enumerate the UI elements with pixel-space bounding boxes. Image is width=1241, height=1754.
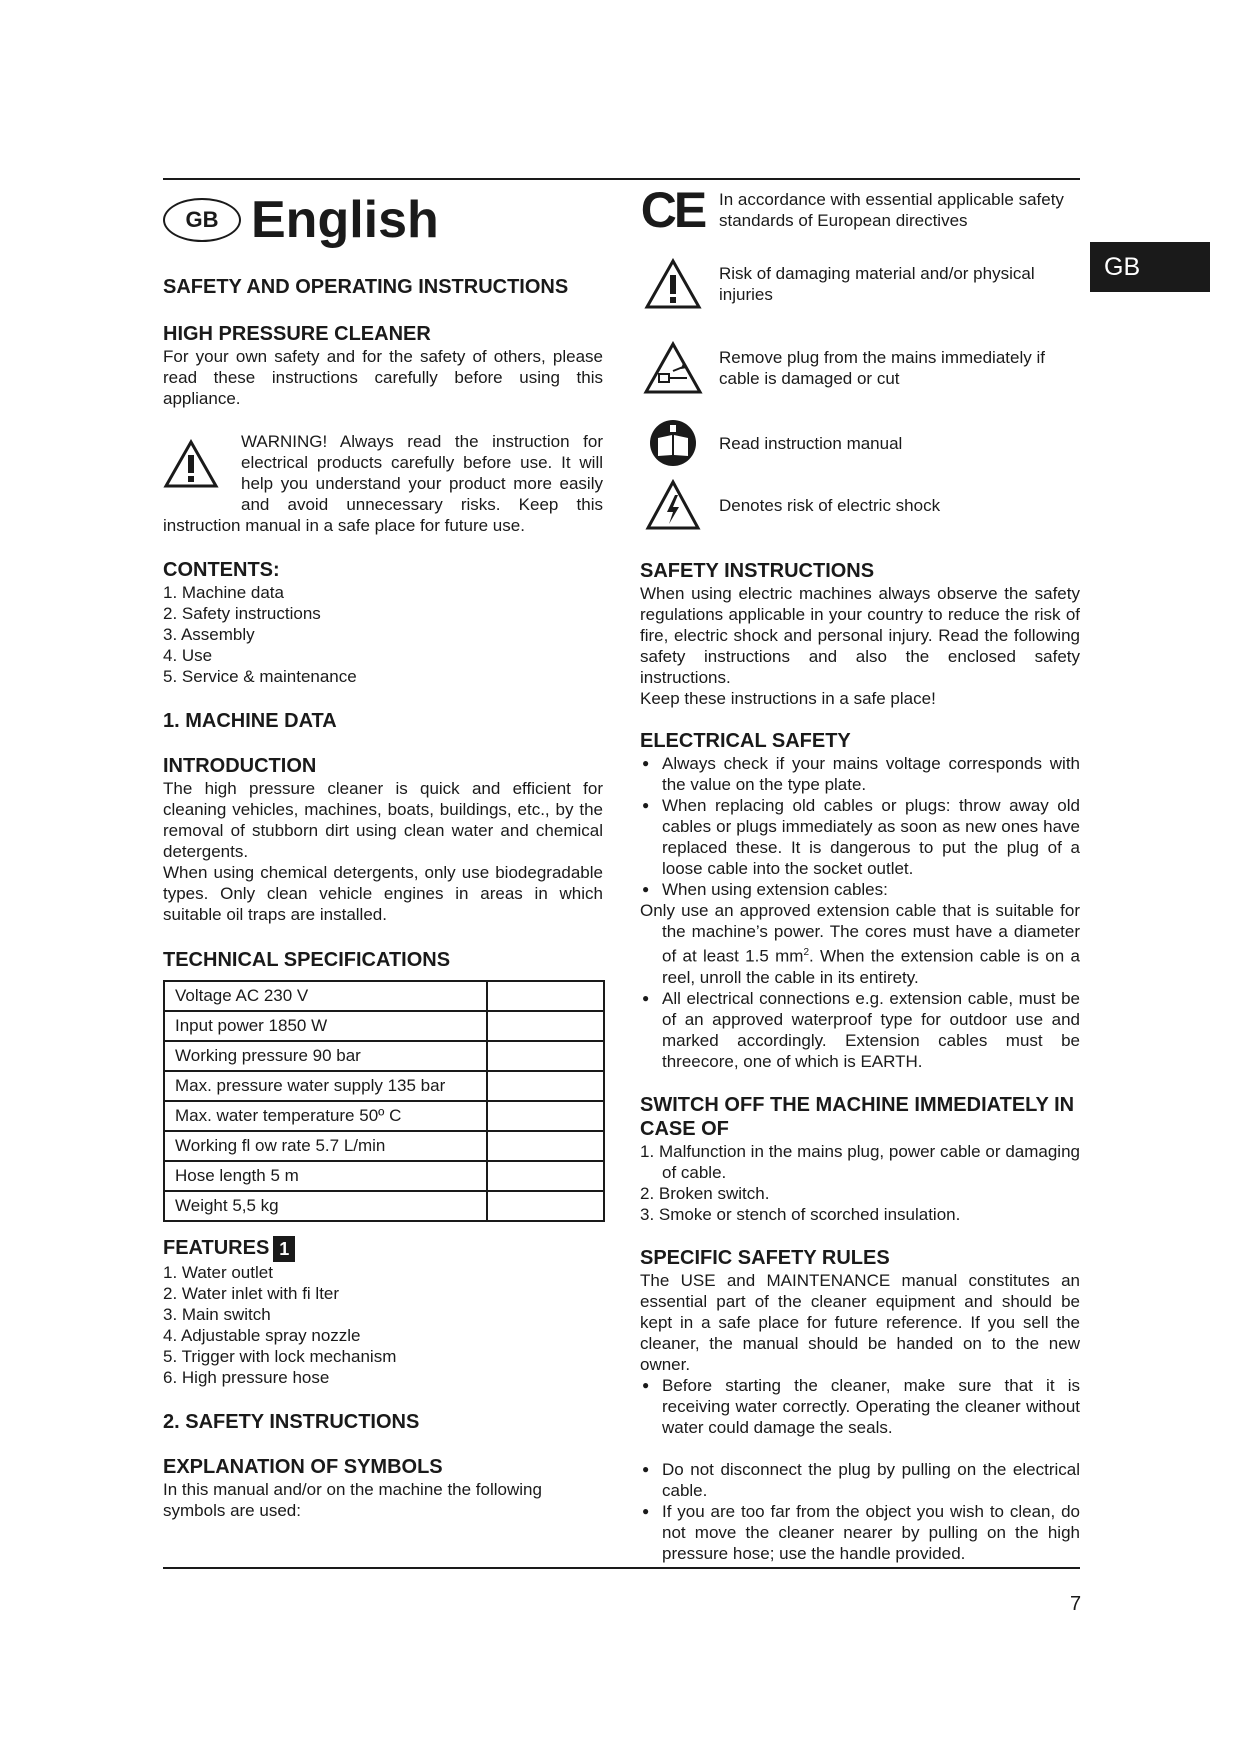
electrical-bullets — [640, 753, 1080, 900]
language-header — [163, 185, 603, 255]
list-item: 4. Use — [163, 646, 213, 665]
table-row — [164, 1131, 604, 1161]
features-heading — [163, 1236, 603, 1262]
explanation-symbols-heading: EXPLANATION OF SYMBOLS — [163, 1456, 443, 1478]
top-rule — [163, 178, 1080, 180]
tech-spec-heading: TECHNICAL SPECIFICATIONS — [163, 949, 451, 971]
contents-list — [163, 582, 603, 687]
figure-number-badge: 1 — [273, 1236, 295, 1262]
shock-symbol-row — [640, 477, 1080, 533]
spec-value-cell — [487, 1011, 604, 1041]
spec-value-cell — [487, 1161, 604, 1191]
intro-paragraph: For your own safety and for the safety of others, please read these instructions carefully before using this appliance. — [163, 347, 603, 408]
list-item: ● Before starting the cleaner, make sure that it is receiving water correctly. Operating the cleaner without water could damage the seals. — [640, 1375, 1080, 1438]
risk-text: Risk of damaging material and/or physical injuries — [719, 264, 1035, 304]
list-item: ● Always check if your mains voltage corresponds with the value on the type plate. — [640, 753, 1080, 795]
right-column — [640, 182, 1080, 1564]
plug-text: Remove plug from the mains immediately if cable is damaged or cut — [719, 348, 1045, 388]
contents-heading: CONTENTS: — [163, 559, 280, 581]
electrical-safety-heading: ELECTRICAL SAFETY — [640, 730, 851, 752]
spec-value-cell — [487, 1101, 604, 1131]
safety-operating-heading: SAFETY AND OPERATING INSTRUCTIONS — [163, 276, 569, 298]
machine-data-heading: 1. MACHINE DATA — [163, 710, 337, 732]
high-pressure-cleaner-heading: HIGH PRESSURE CLEANER — [163, 323, 431, 345]
page-number: 7 — [1070, 1593, 1082, 1615]
list-item: 3. Main switch — [163, 1305, 271, 1324]
table-row — [164, 1071, 604, 1101]
gb-oval-badge: GB — [163, 198, 241, 242]
list-item: 2. Water inlet with fi lter — [163, 1284, 340, 1303]
introduction-paragraph-2: When using chemical detergents, only use biodegradable types. Only clean vehicle engines in areas in which suitable oil traps are installed. — [163, 863, 603, 924]
table-row — [164, 1191, 604, 1221]
spec-cell: Max. water temperature 50º C — [164, 1101, 487, 1131]
features-heading-text: FEATURES — [163, 1237, 270, 1259]
bottom-rule — [163, 1567, 1080, 1569]
ce-mark-icon: CE — [640, 182, 705, 238]
language-title: English — [251, 191, 439, 249]
spec-cell: Voltage AC 230 V — [164, 981, 487, 1011]
tech-spec-table — [163, 980, 605, 1222]
spec-cell: Weight 5,5 kg — [164, 1191, 487, 1221]
specific-bullets — [640, 1375, 1080, 1564]
list-item: 2. Safety instructions — [163, 604, 321, 623]
list-item: 2. Broken switch. — [640, 1183, 770, 1203]
features-list — [163, 1262, 603, 1388]
table-row — [164, 1011, 604, 1041]
list-item: 6. High pressure hose — [163, 1368, 330, 1387]
electric-shock-icon — [645, 479, 701, 531]
introduction-heading: INTRODUCTION — [163, 755, 317, 777]
manual-symbol-row — [640, 415, 1080, 471]
left-column — [163, 185, 603, 1521]
unplug-warning-icon — [643, 341, 703, 395]
list-item: ● All electrical connections e.g. extension cable, must be of an approved waterproof type for outdoor use and marked accordingly. Extension cables must be threecore, one of which is EARTH. — [640, 988, 1080, 1072]
list-item: ● If you are too far from the object you wish to clean, do not move the cleaner nearer by pulling on the high pressure hose; use the handle provided. — [640, 1501, 1080, 1564]
table-row — [164, 981, 604, 1011]
spec-value-cell — [487, 981, 604, 1011]
table-row — [164, 1101, 604, 1131]
list-item: 5. Service & maintenance — [163, 667, 357, 686]
list-item: ● Do not disconnect the plug by pulling on the electrical cable. — [640, 1459, 1080, 1501]
ce-symbol-row — [640, 182, 1080, 238]
safety-instructions-heading: SAFETY INSTRUCTIONS — [640, 560, 875, 582]
list-item: 4. Adjustable spray nozzle — [163, 1326, 361, 1345]
list-item: 1. Machine data — [163, 583, 284, 602]
safety-instructions-2-heading: 2. SAFETY INSTRUCTIONS — [163, 1411, 420, 1433]
safety-keep-note: Keep these instructions in a safe place! — [640, 689, 936, 708]
list-item: 3. Smoke or stench of scorched insulation. — [640, 1204, 961, 1224]
language-tab: GB — [1090, 242, 1210, 292]
warning-block — [163, 431, 603, 536]
manual-text: Read instruction manual — [719, 433, 903, 453]
spec-cell: Max. pressure water supply 135 bar — [164, 1071, 487, 1101]
extension-text-a: Only use an approved extension cable that is suitable for the machine’s power. The cores must have a diameter of at least 1.5 mm — [640, 901, 1080, 966]
specific-rules-heading: SPECIFIC SAFETY RULES — [640, 1246, 890, 1269]
switch-off-list — [640, 1141, 1080, 1225]
spec-value-cell — [487, 1041, 604, 1071]
list-item: ● When using extension cables: — [640, 879, 1080, 900]
switch-off-heading: SWITCH OFF THE MACHINE IMMEDIATELY IN CASE OF — [640, 1093, 1075, 1140]
list-item: ● When replacing old cables or plugs: throw away old cables or plugs immediately as soon as new ones have replaced these. It is dangerous to put the plug of a loose cable into the socket outlet. — [640, 795, 1080, 879]
introduction-paragraph-1: The high pressure cleaner is quick and efficient for cleaning vehicles, machines, boats, buildings, etc., by the removal of stubborn dirt using clean water and chemical detergents. — [163, 779, 603, 861]
spec-cell: Input power 1850 W — [164, 1011, 487, 1041]
safety-instructions-paragraph: When using electric machines always observe the safety regulations applicable in your country to reduce the risk of fire, electric shock and personal injury. Read the following safety instructions and also the enclosed safety instructions. — [640, 584, 1080, 687]
table-row — [164, 1041, 604, 1071]
superscript-2: 2 — [803, 947, 810, 958]
extension-text-b: . When the extension cable is on a reel, unroll the cable in its entirety. — [662, 946, 1080, 987]
spec-value-cell — [487, 1131, 604, 1161]
spec-cell: Working pressure 90 bar — [164, 1041, 487, 1071]
shock-text: Denotes risk of electric shock — [719, 495, 941, 515]
read-manual-icon — [648, 418, 698, 468]
electrical-bullets-2 — [640, 988, 1080, 1072]
list-item: 3. Assembly — [163, 625, 255, 644]
table-row — [164, 1161, 604, 1191]
plug-symbol-row — [640, 337, 1080, 399]
extension-cable-paragraph — [640, 900, 1080, 988]
spec-cell: Hose length 5 m — [164, 1161, 487, 1191]
spec-value-cell — [487, 1071, 604, 1101]
ce-text: In accordance with essential applicable safety standards of European directives — [719, 190, 1064, 230]
risk-symbol-row — [640, 253, 1080, 315]
spec-cell: Working fl ow rate 5.7 L/min — [164, 1131, 487, 1161]
warning-triangle-icon — [644, 258, 702, 310]
list-item: 1. Water outlet — [163, 1263, 273, 1282]
warning-text: WARNING! Always read the instruction for electrical products carefully before use. It will help you understand your product more easily and avoid unnecessary risks. Keep this instruction manual in a safe place for future use. — [163, 432, 603, 535]
list-item: 1. Malfunction in the mains plug, power cable or damaging of cable. — [640, 1141, 1080, 1182]
spec-value-cell — [487, 1191, 604, 1221]
warning-triangle-icon — [163, 439, 219, 489]
list-item: 5. Trigger with lock mechanism — [163, 1347, 397, 1366]
explanation-symbols-text: In this manual and/or on the machine the following symbols are used: — [163, 1480, 542, 1520]
specific-rules-paragraph: The USE and MAINTENANCE manual constitutes an essential part of the cleaner equipment and should be kept in a safe place for future reference. If you sell the cleaner, the manual should be handed on to the new owner. — [640, 1270, 1080, 1374]
